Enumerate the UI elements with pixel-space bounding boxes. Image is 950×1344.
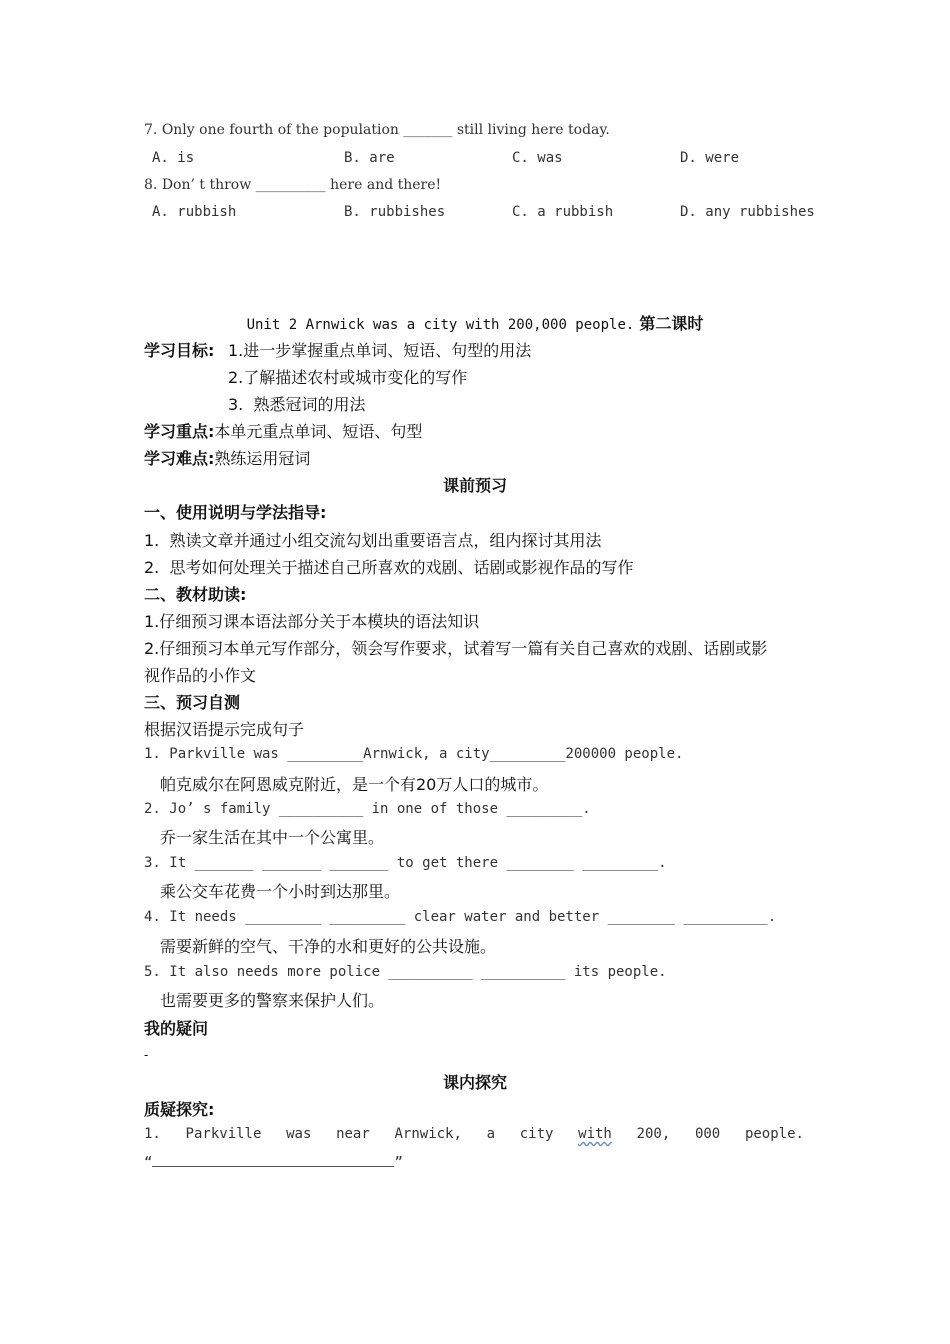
lesson-title-en: Unit 2 Arnwick was a city with 200,000 people.	[246, 317, 635, 333]
section-2-item-1: 1.仔细预习课本语法部分关于本模块的语法知识	[144, 612, 480, 631]
section-1-item-1: 1. 熟读文章并通过小组交流勾划出重要语言点，组内探讨其用法	[144, 531, 602, 550]
word: 000	[694, 1126, 721, 1142]
focus-label: 学习重点:	[144, 422, 215, 441]
goal-item-3: 3. 熟悉冠词的用法	[228, 395, 366, 414]
answer-blank: _______	[403, 122, 453, 138]
inclass-heading: 课内探究	[442, 1073, 507, 1092]
word: Parkville	[185, 1126, 262, 1142]
sentence-5-en: 5. It also needs more police __________ __________ its people.	[144, 964, 667, 980]
sentence-1-cn: 帕克威尔在阿恩威克附近，是一个有20万人口的城市。	[160, 775, 549, 794]
sentence-3-en: 3. It _______ _______ _______ to get there ________ _________.	[144, 855, 667, 871]
inquiry-sentence-1	[144, 1126, 804, 1142]
question-number: 8.	[144, 177, 158, 193]
word: 200,	[636, 1126, 671, 1142]
question-number: 7.	[144, 122, 158, 138]
inquiry-label: 质疑探究:	[144, 1100, 215, 1119]
question-8	[144, 177, 441, 193]
section-2-item-2-cont: 视作品的小作文	[144, 666, 257, 685]
sentence-4-cn: 需要新鲜的空气、干净的水和更好的公共设施。	[160, 937, 497, 956]
word-with-underlined: with	[578, 1126, 612, 1142]
focus-row	[144, 419, 422, 442]
sentence-5-cn: 也需要更多的警察来保护人们。	[160, 991, 385, 1010]
word: Arnwick,	[394, 1126, 462, 1142]
lesson-title-cn: 第二课时	[639, 314, 704, 333]
questions-dash: -	[144, 1048, 149, 1062]
translation-answer-line	[144, 1152, 403, 1171]
goal-item-1: 1.进一步掌握重点单词、短语、句型的用法	[228, 341, 532, 360]
word: city	[519, 1126, 554, 1142]
sentence-1-en: 1. Parkville was _________Arnwick, a city_________200000 people.	[144, 746, 684, 762]
section-1-item-2: 2. 思考如何处理关于描述自己所喜欢的戏剧、话剧或影视作品的写作	[144, 558, 634, 577]
goals-label: 学习目标:	[144, 341, 215, 360]
quote-close: ”	[394, 1155, 403, 1171]
questions-label: 我的疑问	[144, 1019, 209, 1038]
question-stem-start: Only one fourth of the population	[161, 122, 399, 138]
goal-item-2: 2.了解描述农村或城市变化的写作	[228, 368, 468, 387]
section-2-title: 二、教材助读:	[144, 585, 247, 604]
option-7c: C. was	[512, 150, 563, 166]
sentence-2-cn: 乔一家生活在其中一个公寓里。	[160, 828, 385, 847]
option-8a: A. rubbish	[152, 204, 237, 220]
section-3-title: 三、预习自测	[144, 693, 241, 712]
option-7b: B. are	[344, 150, 395, 166]
word: was	[286, 1126, 312, 1142]
option-7d: D. were	[680, 150, 740, 166]
option-8c: C. a rubbish	[512, 204, 614, 220]
answer-blank: __________	[255, 177, 326, 193]
word: 1.	[144, 1126, 161, 1142]
section-3-instruction: 根据汉语提示完成句子	[144, 720, 305, 739]
question-stem-start: Don’ t throw	[161, 177, 252, 193]
option-8b: B. rubbishes	[344, 204, 446, 220]
section-2-item-2: 2.仔细预习本单元写作部分，领会写作要求，试着写一篇有关自己喜欢的戏剧、话剧或影	[144, 639, 768, 658]
difficulty-label: 学习难点:	[144, 449, 215, 468]
word: a	[486, 1126, 496, 1142]
quote-open: “	[144, 1155, 153, 1171]
difficulty-text: 熟练运用冠词	[214, 449, 311, 468]
difficulty-row	[144, 446, 310, 469]
option-7a: A. is	[152, 150, 195, 166]
word: near	[336, 1126, 370, 1142]
question-stem-end: still living here today.	[456, 122, 610, 138]
preview-heading: 课前预习	[442, 476, 507, 495]
answer-blank-line	[152, 1152, 394, 1167]
focus-text: 本单元重点单词、短语、句型	[214, 422, 423, 441]
section-1-title: 一、使用说明与学法指导:	[144, 503, 327, 522]
question-7	[144, 122, 610, 138]
question-stem-end: here and there!	[330, 177, 442, 193]
option-8d: D. any rubbishes	[680, 204, 815, 220]
sentence-3-cn: 乘公交车花费一个小时到达那里。	[160, 882, 401, 901]
word: people.	[744, 1126, 804, 1142]
sentence-2-en: 2. Jo’ s family __________ in one of those _________.	[144, 801, 591, 817]
lesson-title	[0, 311, 950, 334]
sentence-4-en: 4. It needs _________ _________ clear water and better ________ __________.	[144, 909, 777, 925]
